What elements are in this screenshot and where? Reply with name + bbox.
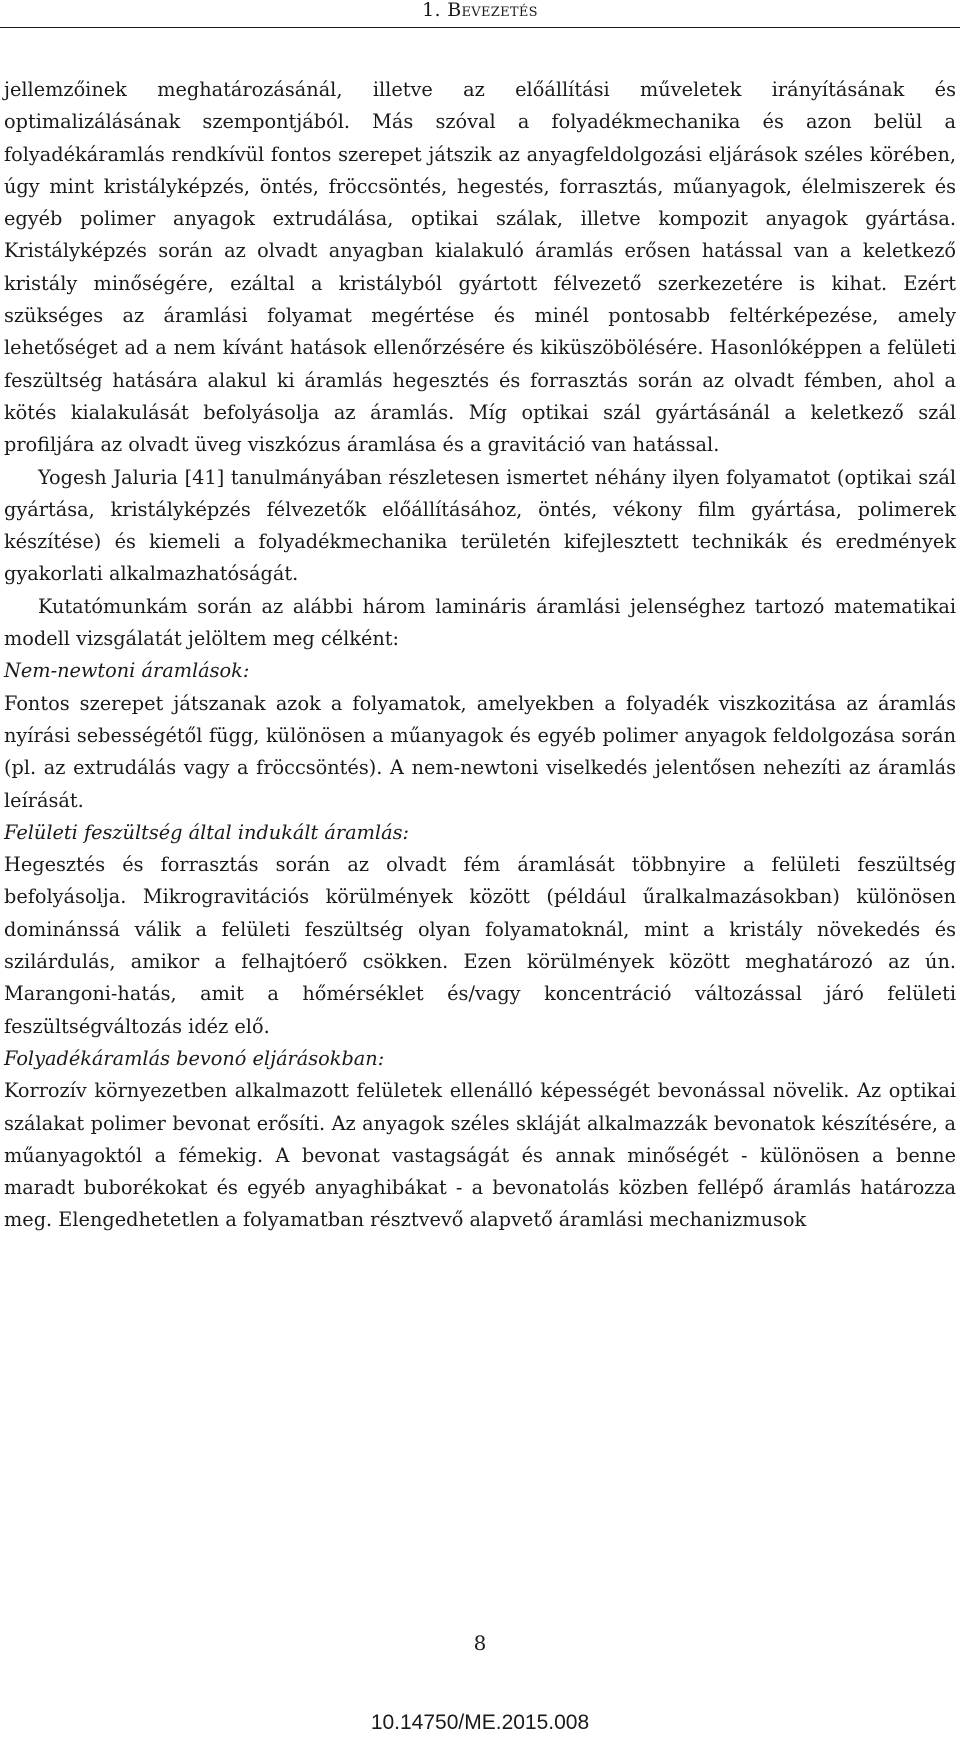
topic-heading-coating: Folyadékáramlás bevonó eljárásokban: — [4, 1046, 385, 1070]
running-header: 1. Bevezetés — [422, 0, 538, 21]
topic-heading-surface-tension: Felületi feszültség által indukált áramlás: — [4, 820, 409, 844]
body-text — [4, 74, 956, 1237]
topic-text-surface-tension: Hegesztés és forrasztás során az olvadt fém áramlását többnyire a felületi feszültség befolyásolja. Mikrogravitációs körülmények között (például űralkalmazásokban) különösen dominánssá válik a felületi feszültség olyan folyamatoknál, mint a kristály növekedés és szilárdulás, amikor a felhajtóerő csökken. Ezen körülmények között meghatározó az ún. Marangoni-hatás, amit a hőmérséklet és/vagy koncentráció változással járó felületi feszültségváltozás idéz elő. — [4, 853, 956, 1038]
topic-text-coating: Korrozív környezetben alkalmazott felületek ellenálló képességét bevonással növelik. Az optikai szálakat polimer bevonat erősíti. Az anyagok széles skláját alkalmazzák bevonatok készítésére, a műanyagoktól a fémekig. A bevonat vastagságát és annak minőségét - különösen a benne maradt buborékokat és egyéb anyaghibákat - a bevonatolás közben fellépő áramlás határozza meg. Elengedhetetlen a folyamatban résztvevő alapvető áramlási mechanizmusok — [4, 1079, 956, 1232]
header-rule — [0, 27, 960, 28]
topic-heading-non-newtonian: Nem-newtoni áramlások: — [4, 659, 250, 683]
paragraph-research-goals: Kutatómunkám során az alábbi három lamináris áramlási jelenséghez tartozó matematikai modell vizsgálatát jelöltem meg célként: — [4, 594, 956, 651]
paragraph-jaluria: Yogesh Jaluria [41] tanulmányában részletesen ismertet néhány ilyen folyamatot (optikai szál gyártása, kristályképzés félvezetők előállításához, öntés, vékony film gyártása, polimerek készítése) és kiemeli a folyadékmechanika területén kifejlesztett technikák és eredmények gyakorlati alkalmazhatóságát. — [4, 465, 956, 586]
page-number: 8 — [473, 1631, 487, 1655]
topic-text-non-newtonian: Fontos szerepet játszanak azok a folyamatok, amelyekben a folyadék viszkozitása az áramlás nyírási sebességétől függ, különösen a műanyagok és egyéb polimer anyagok feldolgozása során (pl. az extrudálás vagy a fröccsöntés). A nem-newtoni viselkedés jelentősen nehezíti az áramlás leírását. — [4, 691, 956, 812]
paragraph-intro: jellemzőinek meghatározásánál, illetve az előállítási műveletek irányításának és optimalizálásának szempontjából. Más szóval a folyadékmechanika és azon belül a folyadékáramlás rendkívül fontos szerepet játszik az anyagfeldolgozási eljárások széles körében, úgy mint kristályképzés, öntés, fröccsöntés, hegestés, forrasztás, műanyagok, élelmiszerek és egyéb polimer anyagok extrudálása, optikai szálak, illetve kompozit anyagok gyártása. Kristályképzés során az olvadt anyagban kialakuló áramlás erősen hatással van a keletkező kristály minőségére, ezáltal a kristályból gyártott félvezető szerkezetére is kihat. Ezért szükséges az áramlási folyamat megértése és minél pontosabb feltérképezése, amely lehetőséget ad a nem kívánt hatások ellenőrzésére és kiküszöbölésére. Hasonlóképpen a felületi feszültség hatására alakul ki áramlás hegesztés és forrasztás során az olvadt fémben, ahol a kötés kialakulását befolyásolja az áramlás. Míg optikai szál gyártásánál a keletkező szál profiljára az olvadt üveg viszkózus áramlása és a gravitáció van hatással. — [4, 78, 956, 457]
doi-footer: 10.14750/ME.2015.008 — [370, 1711, 590, 1734]
